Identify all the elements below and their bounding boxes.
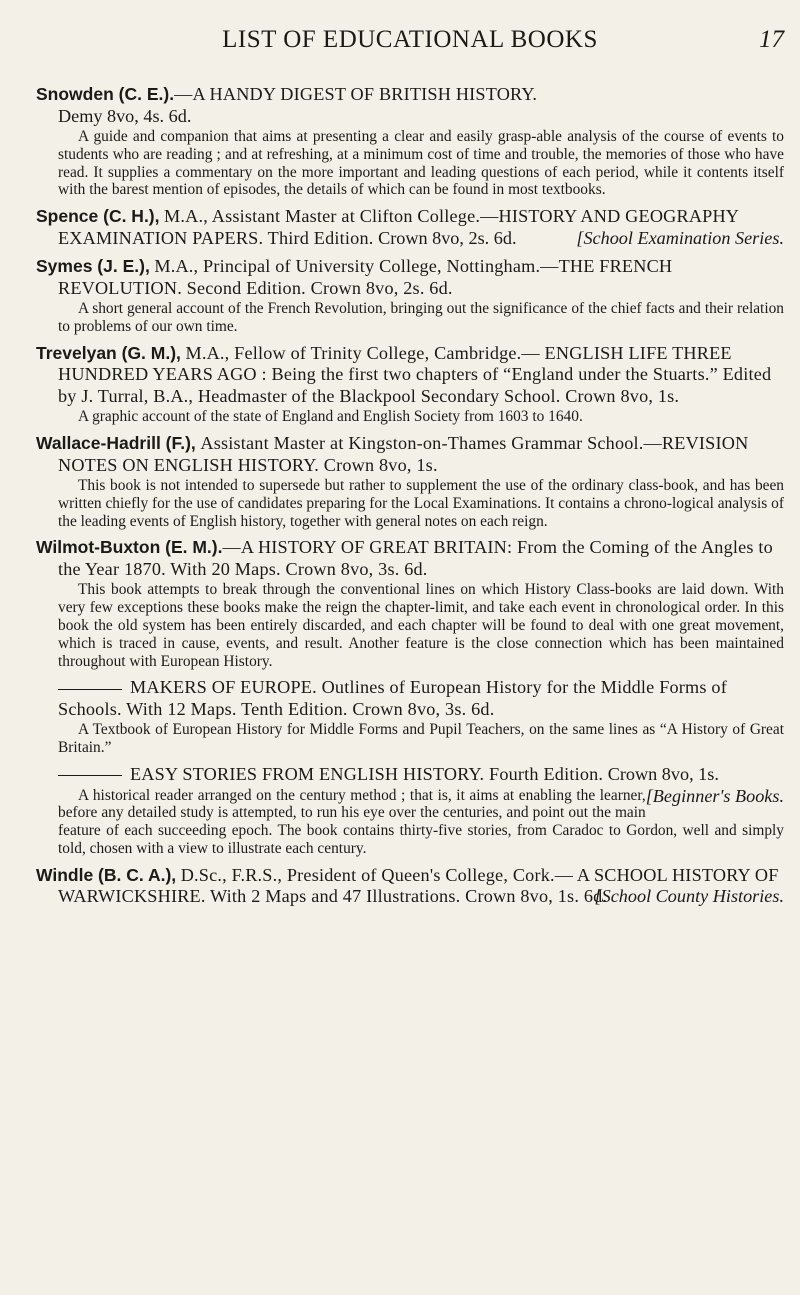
book-description: A short general account of the French Revolution, bringing out the significance of the chief facts and their relation to problems of our own time. <box>58 300 784 335</box>
book-entry <box>36 677 784 757</box>
book-description: A guide and companion that aims at presenting a clear and easily grasp-able analysis of the course of events to students who are reading ; and at refreshing, at a minimum cost of time and trouble, the memories of those who have read. It supplies a commentary on the more important and leading questions of each period, while it contents itself with the barest mention of episodes, the details of which can be found in most textbooks. <box>58 128 784 199</box>
author-name: Wallace-Hadrill (F.), <box>36 433 196 454</box>
author-name: Spence (C. H.), <box>36 206 160 227</box>
book-title: EASY STORIES FROM ENGLISH HISTORY. Fourth Edition. <box>130 764 604 785</box>
entry-heading <box>36 537 784 580</box>
entry-heading <box>36 764 784 806</box>
series-name: [Beginner's Books. <box>645 785 784 806</box>
author-name: Snowden (C. E.). <box>36 84 175 104</box>
entry-heading <box>36 206 784 249</box>
ditto-rule <box>58 689 122 690</box>
entry-heading <box>36 343 784 408</box>
page-number: 17 <box>759 26 784 53</box>
book-details: Demy 8vo, 4s. 6d. <box>58 105 192 126</box>
entry-heading <box>36 433 784 476</box>
book-details: Crown 8vo, 2s. 6d. <box>378 227 517 248</box>
entry-heading <box>36 677 784 720</box>
running-title: LIST OF EDUCATIONAL BOOKS <box>222 26 598 53</box>
book-entry <box>36 256 784 336</box>
entry-heading <box>36 256 784 299</box>
author-name: Wilmot-Buxton (E. M.). <box>36 537 223 558</box>
entry-heading <box>36 865 784 908</box>
book-description: This book attempts to break through the conventional lines on which History Class-books are laid down. With very few exceptions these books make the reign the chapter-limit, and take each event in chronological order. In this book the old system has been entirely discarded, and each chapter will be found to deal with one great movement, which is traced in cause, events, and result. Another feature is the close connection which has been maintained throughout with European History. <box>58 581 784 670</box>
entry-heading <box>36 84 784 127</box>
book-title: M.A., Principal of University College, Nottingham.—THE FRENCH REVOLUTION. Second Edition. Crown 8vo, 2s. 6d. <box>58 256 673 298</box>
series-name: [School Examination Series. <box>576 227 784 248</box>
ditto-rule <box>58 775 122 776</box>
book-entry <box>36 206 784 249</box>
book-entry <box>36 537 784 670</box>
series-name: [School County Histories. <box>594 886 784 907</box>
book-description: A graphic account of the state of England and English Society from 1603 to 1640. <box>78 408 583 426</box>
author-name: Symes (J. E.), <box>36 256 150 277</box>
author-name: Windle (B. C. A.), <box>36 864 177 885</box>
book-details: Crown 8vo, 1s. <box>607 764 719 785</box>
page <box>36 22 784 915</box>
book-title: D.Sc., F.R.S., President of Queen's College, Cork.— A SCHOOL HISTORY OF WARWICKSHIRE. With 2 Maps and 47 Illustrations. Crown 8vo, 1s. 6d. <box>58 864 779 907</box>
book-description: This book is not intended to supersede but rather to supplement the use of the ordinary class-book, and has been written chiefly for the use of candidates preparing for the Local Examinations. It contains a chrono-logical analysis of the leading events of English history, together with general notes on each reign. <box>58 477 784 530</box>
book-title: Assistant Master at Kingston-on-Thames Grammar School.—REVISION NOTES ON ENGLISH HISTORY. Crown 8vo, 1s. <box>58 433 749 475</box>
book-entry <box>36 84 784 199</box>
book-description: A historical reader arranged on the century method ; that is, it aims at enabling the learner, before any detailed study is attempted, to run his eye over the centuries, and point out the main feature of each succeeding epoch. The book contains thirty-five stories, from Caradoc to Gordon, well and simply told, chosen with a view to illustrate each century. <box>58 786 784 857</box>
book-title: —A HISTORY OF GREAT BRITAIN: From the Coming of the Angles to the Year 1870. With 20 Maps. Crown 8vo, 3s. 6d. <box>58 537 773 579</box>
book-title: M.A., Assistant Master at Clifton College.—HISTORY AND GEOGRAPHY EXAMINATION PAPERS. Third Edition. <box>58 206 739 248</box>
book-entry <box>36 433 784 530</box>
book-title: —A HANDY DIGEST OF BRITISH HISTORY. <box>174 84 538 104</box>
author-name: Trevelyan (G. M.), <box>36 342 181 363</box>
book-title: MAKERS OF EUROPE. Outlines of European History for the Middle Forms of Schools. With 12 Maps. Tenth Edition. Crown 8vo, 3s. 6d. <box>58 677 727 719</box>
book-entry <box>36 343 784 426</box>
book-title: M.A., Fellow of Trinity College, Cambridge.— ENGLISH LIFE THREE HUNDRED YEARS AGO : Being the first two chapters of “England under the Stuarts.” Edited by J. Turral, B.A., Headmaster of the Blackpool Secondary School. Crown 8vo, 1s. <box>58 342 772 406</box>
running-head <box>36 22 784 62</box>
book-description: A Textbook of European History for Middle Forms and Pupil Teachers, on the same lines as “A History of Great Britain.” <box>58 721 784 757</box>
book-entry <box>36 764 784 858</box>
book-entry <box>36 865 784 908</box>
